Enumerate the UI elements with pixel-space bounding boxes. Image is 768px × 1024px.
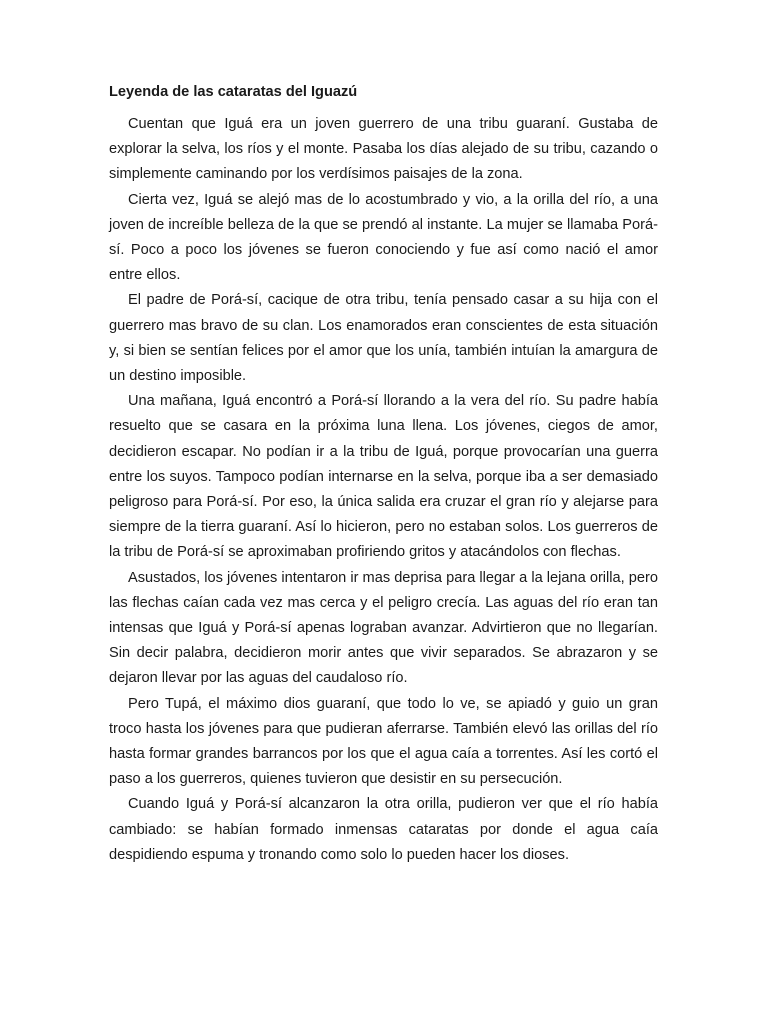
document-page <box>109 80 658 868</box>
document-title: Leyenda de las cataratas del Iguazú <box>109 84 358 100</box>
paragraph-6: Pero Tupá, el máximo dios guaraní, que todo lo ve, se apiadó y guio un gran troco hasta los jóvenes para que pudieran aferrarse. También elevó las orillas del río hasta formar grandes barrancos por los que el agua caía a torrentes. Así les cortó el paso a los guerreros, quienes tuvieron que desistir en su persecución. <box>109 695 658 788</box>
paragraph-2: Cierta vez, Iguá se alejó mas de lo acostumbrado y vio, a la orilla del río, a una joven de increíble belleza de la que se prendó al instante. La mujer se llamaba Porá- sí. Poco a poco los jóvenes se fueron conociendo y fue así como nació el amor entre ellos. <box>109 191 658 284</box>
paragraph-3: El padre de Porá-sí, cacique de otra tribu, tenía pensado casar a su hija con el guerrero mas bravo de su clan. Los enamorados eran conscientes de esta situación y, si bien se sentían felices por el amor que los unía, también intuían la amargura de un destino imposible. <box>109 292 658 385</box>
paragraph-7: Cuando Iguá y Porá-sí alcanzaron la otra orilla, pudieron ver que el río había cambiado: se habían formado inmensas cataratas por donde el agua caía despidiendo espuma y tronando como solo lo pueden hacer los dioses. <box>109 796 658 863</box>
paragraph-1: Cuentan que Iguá era un joven guerrero de una tribu guaraní. Gustaba de explorar la selva, los ríos y el monte. Pasaba los días alejado de su tribu, cazando o simplemente caminando por los verdísimos paisajes de la zona. <box>109 116 658 183</box>
paragraph-5: Asustados, los jóvenes intentaron ir mas deprisa para llegar a la lejana orilla, pero las flechas caían cada vez mas cerca y el peligro crecía. Las aguas del río eran tan intensas que Iguá y Porá-sí apenas lograban avanzar. Advirtieron que no llegarían. Sin decir palabra, decidieron morir antes que vivir separados. Se abrazaron y se dejaron llevar por las aguas del caudaloso río. <box>109 569 658 687</box>
paragraph-4: Una mañana, Iguá encontró a Porá-sí llorando a la vera del río. Su padre había resuelto que se casara en la próxima luna llena. Los jóvenes, ciegos de amor, decidieron escapar. No podían ir a la tribu de Iguá, porque provocarían una guerra entre los suyos. Tampoco podían internarse en la selva, porque iba a ser demasiado peligroso para Porá-sí. Por eso, la única salida era cruzar el gran río y alejarse para siempre de la tierra guaraní. Así lo hicieron, pero no estaban solos. Los guerreros de la tribu de Porá-sí se aproximaban profiriendo gritos y atacándolos con flechas. <box>109 393 658 561</box>
